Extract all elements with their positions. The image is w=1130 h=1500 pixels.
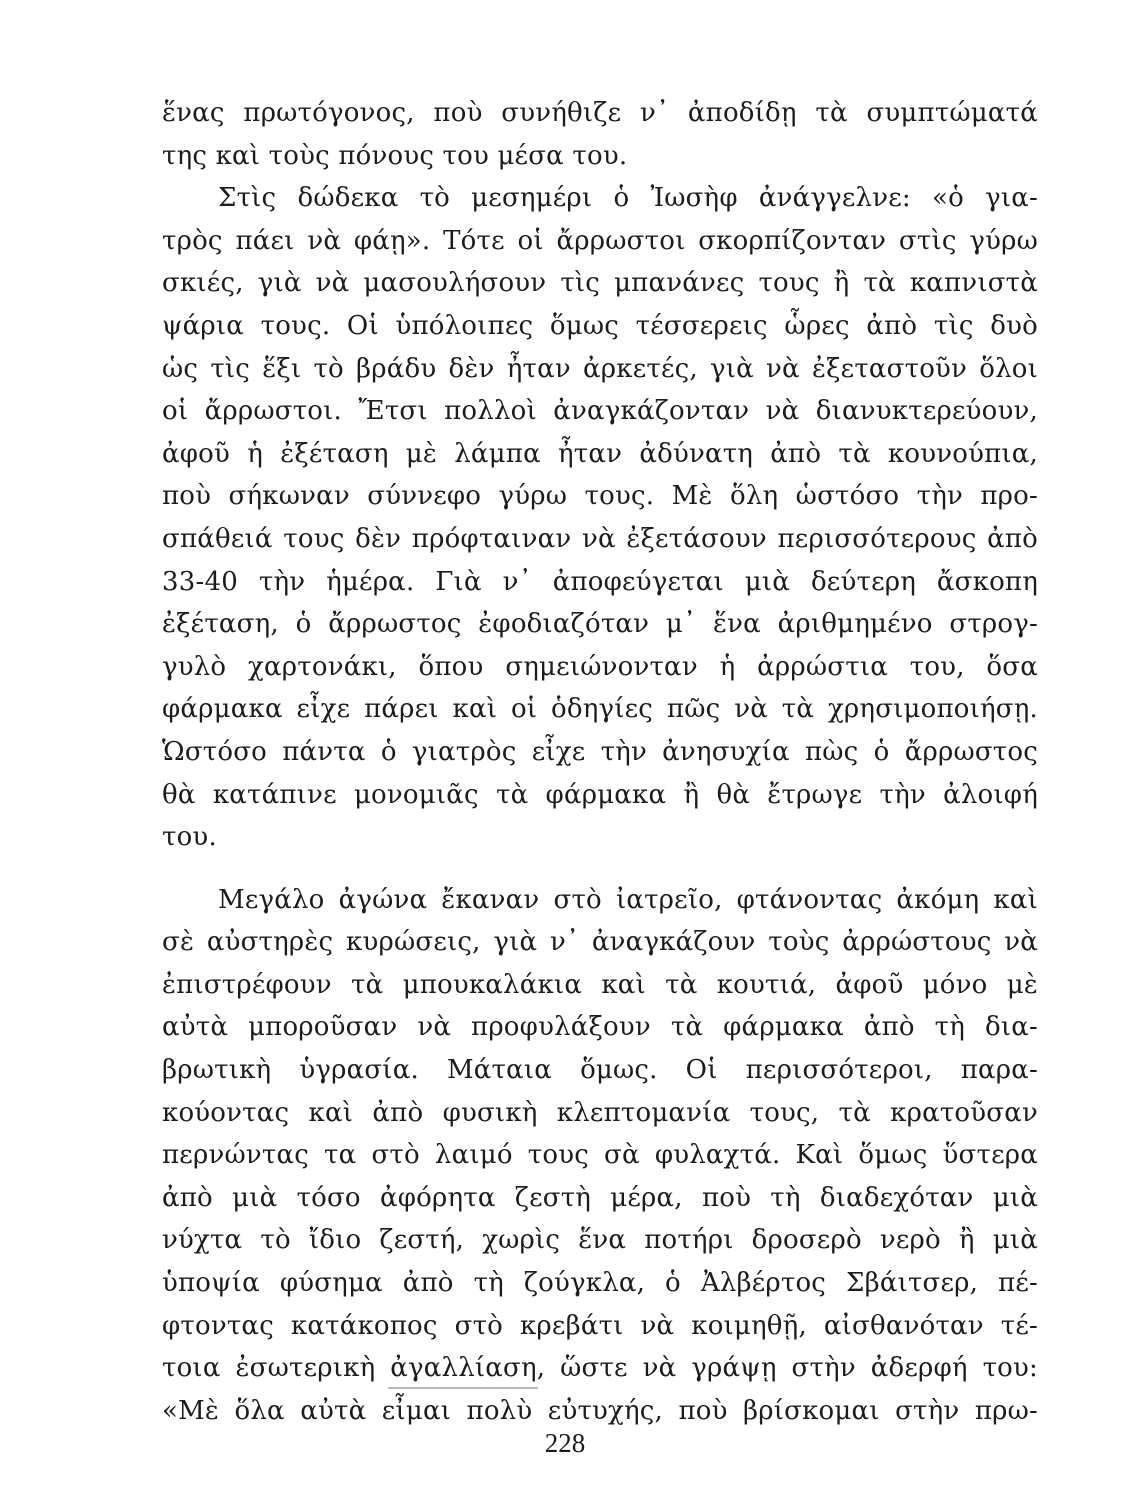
text-line: τοια ἐσωτερικὴ ἀγαλλίαση, ὥστε νὰ γράψῃ στὴν ἀδερφή του:: [162, 1353, 1038, 1384]
text-line: φτοντας κατάκοπος στὸ κρεβάτι νὰ κοιμηθῇ, αἰσθανόταν τέ-: [162, 1310, 1038, 1341]
text-line: φάρμακα εἶχε πάρει καὶ οἱ ὁδηγίες πῶς νὰ τὰ χρησιμοποιήσῃ.: [162, 694, 1038, 725]
text-line: Ὡστόσο πάντα ὁ γιατρὸς εἶχε τὴν ἀνησυχία πὼς ὁ ἄρρωστος: [162, 736, 1038, 767]
paragraph-spacer: [162, 859, 1038, 879]
text-line: κούοντας καὶ ἀπὸ φυσικὴ κλεπτομανία τους, τὰ κρατοῦσαν: [162, 1097, 1038, 1128]
text-line: ὡς τὶς ἕξι τὸ βράδυ δὲν ἦταν ἀρκετές, γιὰ νὰ ἐξεταστοῦν ὅλοι: [162, 353, 1038, 384]
text-line: θὰ κατάπινε μονομιᾶς τὰ φάρμακα ἢ θὰ ἔτρωγε τὴν ἀλοιφή: [162, 779, 1038, 810]
text-line: σπάθειά τους δὲν πρόφταιναν νὰ ἐξετάσουν περισσότερους ἀπὸ: [162, 523, 1038, 554]
text-line: σκιές, γιὰ νὰ μασουλήσουν τὶς μπανάνες τους ἢ τὰ καπνιστὰ: [162, 268, 1038, 299]
text-line: γυλὸ χαρτονάκι, ὅπου σημειώνονταν ἡ ἀρρώστια του, ὅσα: [162, 651, 1038, 682]
text-line: βρωτικὴ ὑγρασία. Μάταια ὅμως. Οἱ περισσότεροι, παρα-: [162, 1055, 1038, 1086]
text-line: ψάρια τους. Οἱ ὑπόλοιπες ὅμως τέσσερεις ὧρες ἀπὸ τὶς δυὸ: [162, 310, 1038, 341]
text-line: ἐξέταση, ὁ ἄρρωστος ἐφοδιαζόταν μ᾽ ἕνα ἀριθμημένο στρογ-: [162, 609, 1038, 640]
text-line: 33-40 τὴν ἡμέρα. Γιὰ ν᾽ ἀποφεύγεται μιὰ δεύτερη ἄσκοπη: [162, 566, 1038, 597]
text-line: περνώντας τα στὸ λαιμό τους σὰ φυλαχτά. Καὶ ὅμως ὕστερα: [162, 1140, 1038, 1171]
text-line: σὲ αὐστηρὲς κυρώσεις, γιὰ ν᾽ ἀναγκάζουν τοὺς ἀρρώστους νὰ: [162, 927, 1038, 958]
text-line: ποὺ σήκωναν σύννεφο γύρω τους. Μὲ ὅλη ὡστόσο τὴν προ-: [162, 481, 1038, 512]
text-line: του.: [162, 822, 217, 853]
text-line: ἀπὸ μιὰ τόσο ἀφόρητα ζεστὴ μέρα, ποὺ τὴ διαδεχόταν μιὰ: [162, 1182, 1038, 1213]
page-number: 228: [544, 1428, 586, 1458]
text-line: νύχτα τὸ ἴδιο ζεστή, χωρὶς ἕνα ποτήρι δροσερὸ νερὸ ἢ μιὰ: [162, 1225, 1038, 1256]
text-line: οἱ ἄρρωστοι. Ἔτσι πολλοὶ ἀναγκάζονταν νὰ διανυκτερεύουν,: [162, 396, 1038, 427]
text-line: Μεγάλο ἀγώνα ἔκαναν στὸ ἰατρεῖο, φτάνοντας ἀκόμη καὶ: [218, 884, 1038, 915]
text-line: της καὶ τοὺς πόνους του μέσα του.: [162, 140, 628, 171]
text-line: αὐτὰ μποροῦσαν νὰ προφυλάξουν τὰ φάρμακα ἀπὸ τὴ δια-: [162, 1012, 1038, 1043]
text-line: τρὸς πάει νὰ φάῃ». Τότε οἱ ἄρρωστοι σκορπίζονταν στὶς γύρω: [162, 225, 1038, 256]
pencil-underline-mark: [388, 1387, 538, 1389]
text-line: ἕνας πρωτόγονος, ποὺ συνήθιζε ν᾽ ἀποδίδῃ τὰ συμπτώματά: [162, 98, 1038, 128]
text-line: ἐπιστρέφουν τὰ μπουκαλάκια καὶ τὰ κουτιά, ἀφοῦ μόνο μὲ: [162, 969, 1038, 1000]
text-line: ἀφοῦ ἡ ἐξέταση μὲ λάμπα ἦταν ἀδύνατη ἀπὸ τὰ κουνούπια,: [162, 438, 1038, 469]
body-text: [162, 92, 1038, 1432]
text-line: Στὶς δώδεκα τὸ μεσημέρι ὁ Ἰωσὴφ ἀνάγγελνε: «ὁ για-: [218, 183, 1038, 214]
text-line: ὑποψία φύσημα ἀπὸ τὴ ζούγκλα, ὁ Ἀλβέρτος Σβάιτσερ, πέ-: [162, 1268, 1038, 1299]
text-line: «Μὲ ὅλα αὐτὰ εἶμαι πολὺ εὐτυχής, ποὺ βρίσκομαι στὴν πρω-: [162, 1395, 1038, 1426]
